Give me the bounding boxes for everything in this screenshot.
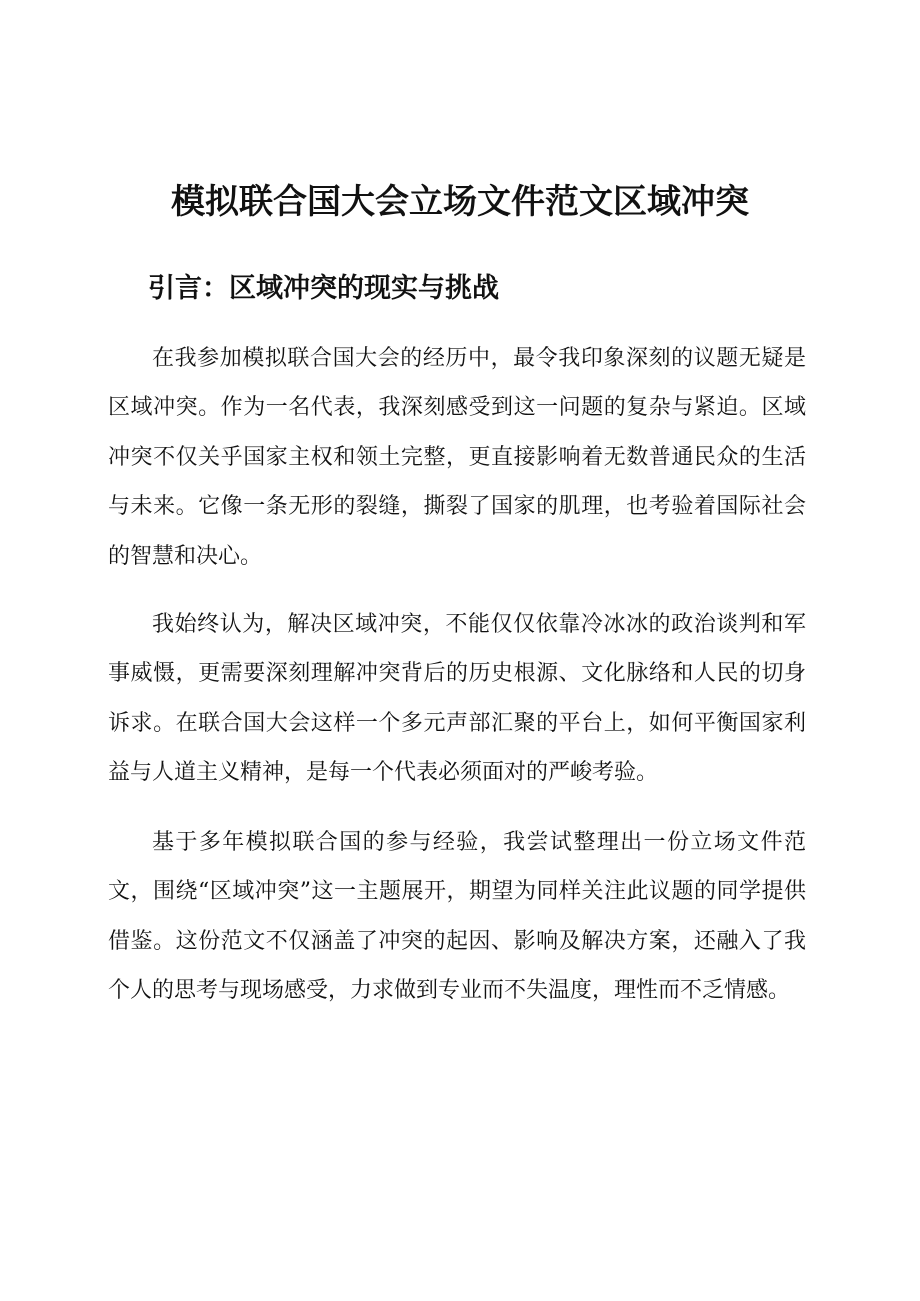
body-paragraph-2: 我始终认为，解决区域冲突，不能仅仅依靠冷冰冰的政治谈判和军事威慑，更需要深刻理解冲突背后的历史根源、文化脉络和人民的切身诉求。在联合国大会这样一个多元声部汇聚的平台上，如何平衡国家利益与人道主义精神，是每一个代表必须面对的严峻考验。 <box>108 612 806 786</box>
document-title: 模拟联合国大会立场文件范文区域冲突 <box>171 182 749 222</box>
body-paragraph-3: 基于多年模拟联合国的参与经验，我尝试整理出一份立场文件范文，围绕“区域冲突”这一主题展开，期望为同样关注此议题的同学提供借鉴。这份范文不仅涵盖了冲突的起因、影响及解决方案，还融入了我个人的思考与现场感受，力求做到专业而不失温度，理性而不乏情感。 <box>108 830 806 1004</box>
body-paragraph-1: 在我参加模拟联合国大会的经历中，最令我印象深刻的议题无疑是区域冲突。作为一名代表，我深刻感受到这一问题的复杂与紧迫。区域冲突不仅关乎国家主权和领土完整，更直接影响着无数普通民众的生活与未来。它像一条无形的裂缝，撕裂了国家的肌理，也考验着国际社会的智慧和决心。 <box>108 346 806 569</box>
section-heading: 引言：区域冲突的现实与挑战 <box>148 273 499 304</box>
